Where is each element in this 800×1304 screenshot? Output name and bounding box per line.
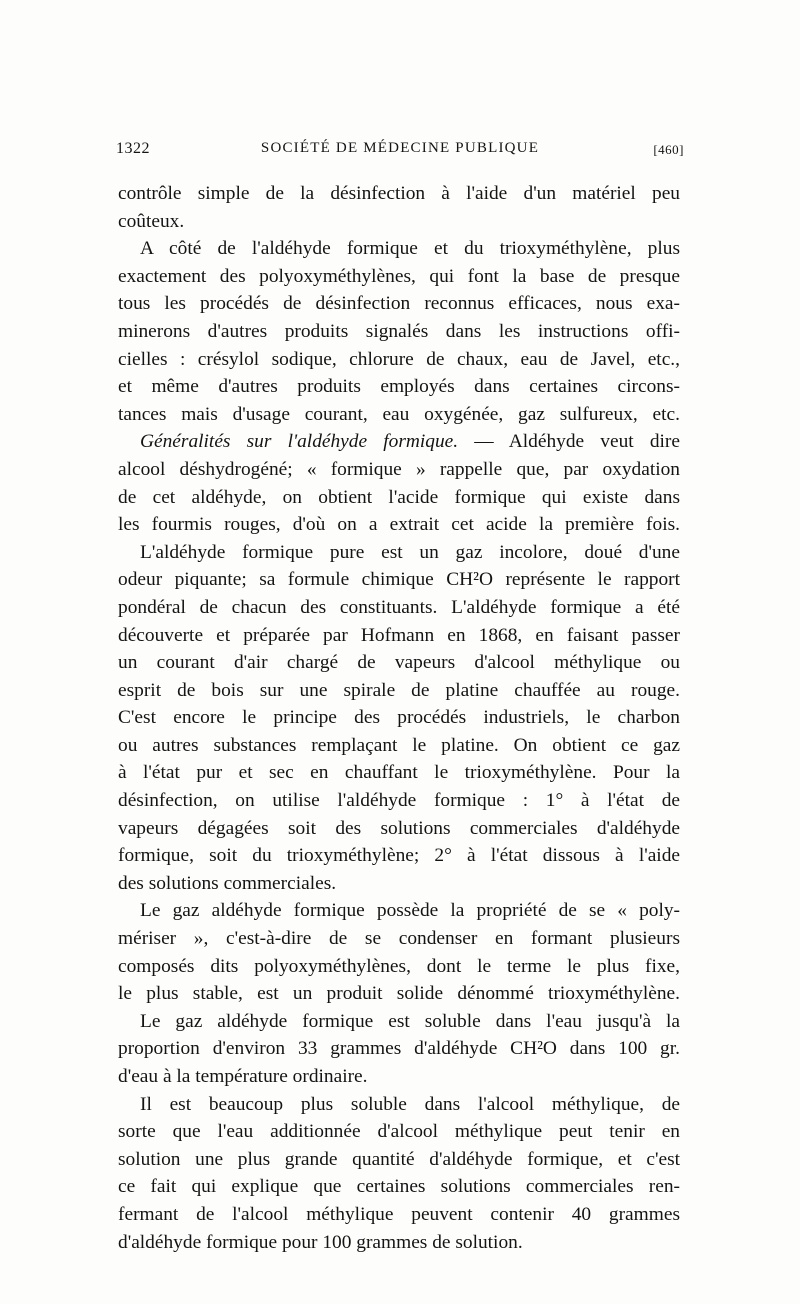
text-line: proportion d'environ 33 grammes d'aldéhyde CH²O dans 100 gr. — [118, 1038, 680, 1060]
paragraph-start-line: Le gaz aldéhyde formique possède la propriété de se « poly- — [140, 900, 680, 922]
paragraph-start-line: L'aldéhyde formique pure est un gaz incolore, doué d'une — [140, 541, 680, 563]
body-text — [118, 180, 680, 1256]
text-line: exactement des polyoxyméthylènes, qui font la base de presque — [118, 265, 680, 287]
text-line: coûteux. — [118, 210, 185, 232]
paragraph-start-line: Il est beaucoup plus soluble dans l'alcool méthylique, de — [140, 1093, 680, 1115]
text-line: esprit de bois sur une spirale de platine chauffée au rouge. — [118, 679, 680, 701]
text-line: fermant de l'alcool méthylique peuvent contenir 40 grammes — [118, 1203, 680, 1225]
text-line: désinfection, on utilise l'aldéhyde formique : 1° à l'état de — [118, 790, 680, 812]
section-heading-rest: — Aldéhyde veut dire — [458, 431, 680, 453]
text-line: des solutions commerciales. — [118, 872, 337, 894]
text-line: tances mais d'usage courant, eau oxygénée, gaz sulfureux, etc. — [118, 403, 680, 425]
text-line: découverte et préparée par Hofmann en 1868, en faisant passer — [118, 624, 680, 646]
text-line: mériser », c'est-à-dire de se condenser en formant plusieurs — [118, 928, 680, 950]
text-line: alcool déshydrogéné; « formique » rappelle que, par oxydation — [118, 458, 680, 480]
text-line: d'aldéhyde formique pour 100 grammes de solution. — [118, 1231, 523, 1253]
paragraph-start-line: A côté de l'aldéhyde formique et du trioxyméthylène, plus — [140, 238, 680, 260]
page-number: 1322 — [116, 140, 150, 157]
text-line: solution une plus grande quantité d'aldéhyde formique, et c'est — [118, 1148, 680, 1170]
text-line: ou autres substances remplaçant le platine. On obtient ce gaz — [118, 734, 680, 756]
running-head — [116, 140, 684, 166]
running-head-title: SOCIÉTÉ DE MÉDECINE PUBLIQUE — [260, 140, 540, 156]
text-line: cielles : crésylol sodique, chlorure de chaux, eau de Javel, etc., — [118, 348, 680, 370]
section-heading-italic: Généralités sur l'aldéhyde formique. — [140, 431, 459, 453]
text-line: les fourmis rouges, d'où on a extrait cet acide la première fois. — [118, 514, 680, 536]
text-line: le plus stable, est un produit solide dénommé trioxyméthylène. — [118, 983, 680, 1005]
text-line: un courant d'air chargé de vapeurs d'alcool méthylique ou — [118, 652, 680, 674]
text-line: sorte que l'eau additionnée d'alcool méthylique peut tenir en — [118, 1121, 680, 1143]
text-line: C'est encore le principe des procédés industriels, le charbon — [118, 707, 680, 729]
text-line: formique, soit du trioxyméthylène; 2° à l'état dissous à l'aide — [118, 845, 680, 867]
text-line: ce fait qui explique que certaines solutions commerciales ren- — [118, 1176, 680, 1198]
text-line: composés dits polyoxyméthylènes, dont le terme le plus fixe, — [118, 955, 680, 977]
text-line: de cet aldéhyde, on obtient l'acide formique qui existe dans — [118, 486, 680, 508]
text-line: minerons d'autres produits signalés dans les instructions offi- — [118, 320, 680, 342]
text-line: odeur piquante; sa formule chimique CH²O représente le rapport — [118, 569, 680, 591]
text-line: pondéral de chacun des constituants. L'aldéhyde formique a été — [118, 596, 680, 618]
paragraph-start-line: Le gaz aldéhyde formique est soluble dans l'eau jusqu'à la — [140, 1010, 680, 1032]
section-heading-line — [118, 428, 680, 456]
text-line: d'eau à la température ordinaire. — [118, 1066, 368, 1087]
text-line: à l'état pur et sec en chauffant le trioxyméthylène. Pour la — [118, 762, 680, 784]
text-line: contrôle simple de la désinfection à l'aide d'un matériel peu — [118, 183, 680, 204]
text-line: et même d'autres produits employés dans certaines circons- — [118, 376, 680, 398]
text-line: tous les procédés de désinfection reconnus efficaces, nous exa- — [118, 293, 680, 315]
bracketed-page-number: [460] — [653, 142, 684, 157]
text-line: vapeurs dégagées soit des solutions commerciales d'aldéhyde — [118, 817, 680, 839]
